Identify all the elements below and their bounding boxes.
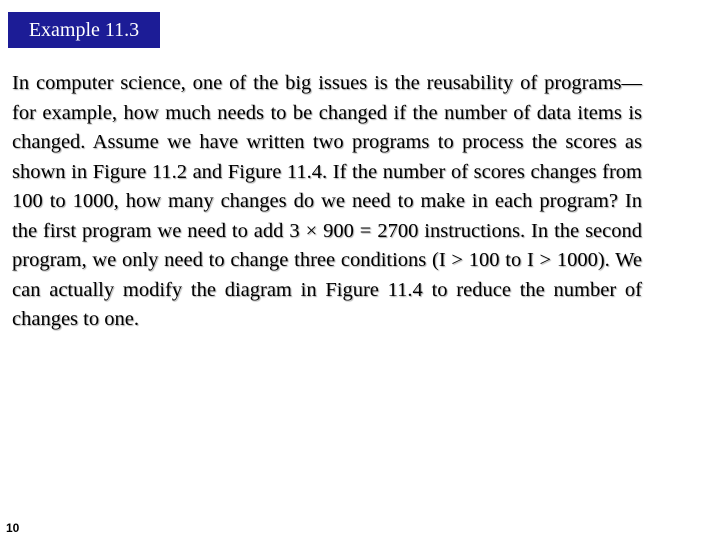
page-number: 10	[6, 521, 20, 535]
slide-title: Example 11.3	[8, 12, 160, 48]
body-paragraph: In computer science, one of the big issues is the reusability of programs—for example, how much needs to be changed if the number of data items is changed. Assume we have written two programs to process the scores as shown in Figure 11.2 and Figure 11.4. If the number of scores changes from 100 to 1000, how many changes do we need to make in each program? In the first program we need to add 3 × 900 = 2700 instructions. In the second program, we only need to change three conditions (I > 100 to I > 1000). We can actually modify the diagram in Figure 11.4 to reduce the number of changes to one.	[12, 72, 642, 330]
